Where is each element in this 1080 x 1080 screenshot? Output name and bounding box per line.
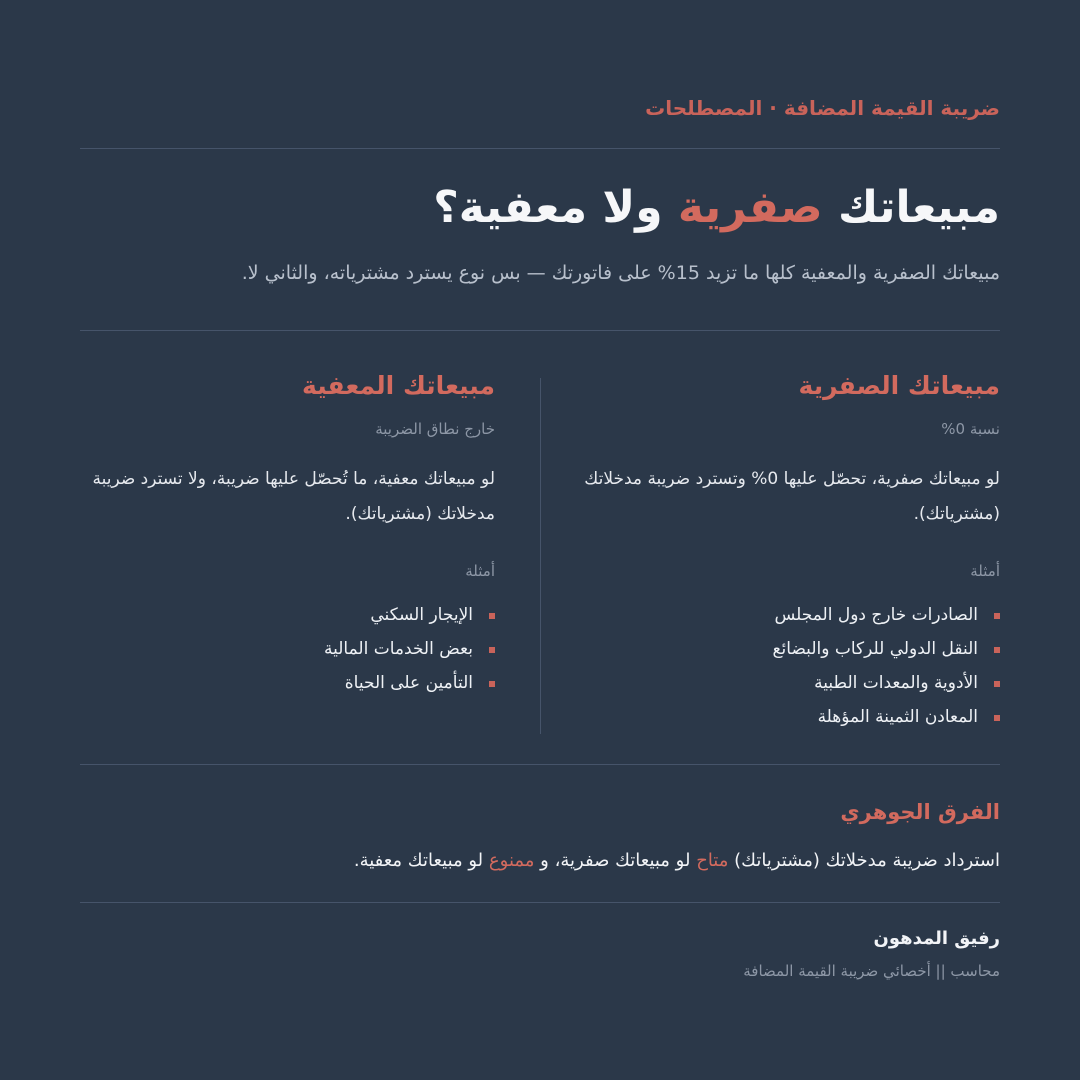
difference-title: الفرق الجوهري <box>840 800 1000 824</box>
zero-rated-description: لو مبيعاتك صفرية، تحصّل عليها 0% وتسترد ضريبة مدخلاتك (مشترياتك). <box>584 469 1000 524</box>
zero-rated-examples-list <box>580 598 1000 734</box>
bullet-icon <box>489 613 495 619</box>
list-item-text: الإيجار السكني <box>370 605 473 625</box>
list-item <box>580 700 1000 734</box>
bullet-icon <box>489 647 495 653</box>
difference-text-part: لو مبيعاتك معفية. <box>353 850 484 871</box>
divider <box>80 902 1000 903</box>
eyebrow-label: ضريبة القيمة المضافة · المصطلحات <box>645 96 1000 120</box>
difference-text <box>354 850 1000 871</box>
zero-rated-examples-label: أمثلة <box>970 562 1000 580</box>
list-item <box>75 598 495 632</box>
exempt-examples-list <box>75 598 495 700</box>
divider <box>80 764 1000 765</box>
difference-text-part: لو مبيعاتك صفرية، و <box>540 850 691 871</box>
list-item <box>75 632 495 666</box>
bullet-icon <box>994 613 1000 619</box>
list-item-text: الأدوية والمعدات الطبية <box>814 673 978 693</box>
list-item-text: التأمين على الحياة <box>344 673 473 693</box>
bullet-icon <box>994 681 1000 687</box>
forbidden-highlight: ممنوع <box>488 850 535 871</box>
column-divider <box>540 378 541 734</box>
exempt-scope: خارج نطاق الضريبة <box>375 420 495 438</box>
list-item-text: الصادرات خارج دول المجلس <box>774 605 978 625</box>
exempt-heading: مبيعاتك المعفية <box>302 371 495 400</box>
title-part-1: مبيعاتك <box>837 182 1000 233</box>
list-item-text: النقل الدولي للركاب والبضائع <box>772 639 978 659</box>
divider <box>80 330 1000 331</box>
list-item-text: المعادن الثمينة المؤهلة <box>817 707 978 727</box>
title-part-2: ولا معفية؟ <box>433 182 663 233</box>
title-accent: صفرية <box>677 182 823 233</box>
difference-text-part: استرداد ضريبة مدخلاتك (مشترياتك) <box>734 850 1000 871</box>
exempt-column <box>75 368 495 700</box>
bullet-icon <box>994 715 1000 721</box>
divider <box>80 148 1000 149</box>
author-role: محاسب || أخصائي ضريبة القيمة المضافة <box>743 962 1000 980</box>
list-item <box>580 598 1000 632</box>
zero-rated-heading: مبيعاتك الصفرية <box>798 371 1000 400</box>
list-item <box>580 666 1000 700</box>
zero-rated-rate: نسبة 0% <box>941 420 1000 438</box>
author-name: رفيق المدهون <box>873 928 1000 949</box>
list-item-text: بعض الخدمات المالية <box>324 639 473 659</box>
bullet-icon <box>489 681 495 687</box>
zero-rated-column <box>580 368 1000 734</box>
list-item <box>75 666 495 700</box>
exempt-description: لو مبيعاتك معفية، ما تُحصّل عليها ضريبة، ولا تسترد ضريبة مدخلاتك (مشترياتك). <box>92 469 495 524</box>
page-title <box>433 178 1000 238</box>
subtitle: مبيعاتك الصفرية والمعفية كلها ما تزيد 15% على فاتورتك — بس نوع يسترد مشترياته، والثاني لا. <box>241 262 1000 284</box>
allowed-highlight: متاح <box>696 850 729 871</box>
exempt-examples-label: أمثلة <box>465 562 495 580</box>
bullet-icon <box>994 647 1000 653</box>
list-item <box>580 632 1000 666</box>
